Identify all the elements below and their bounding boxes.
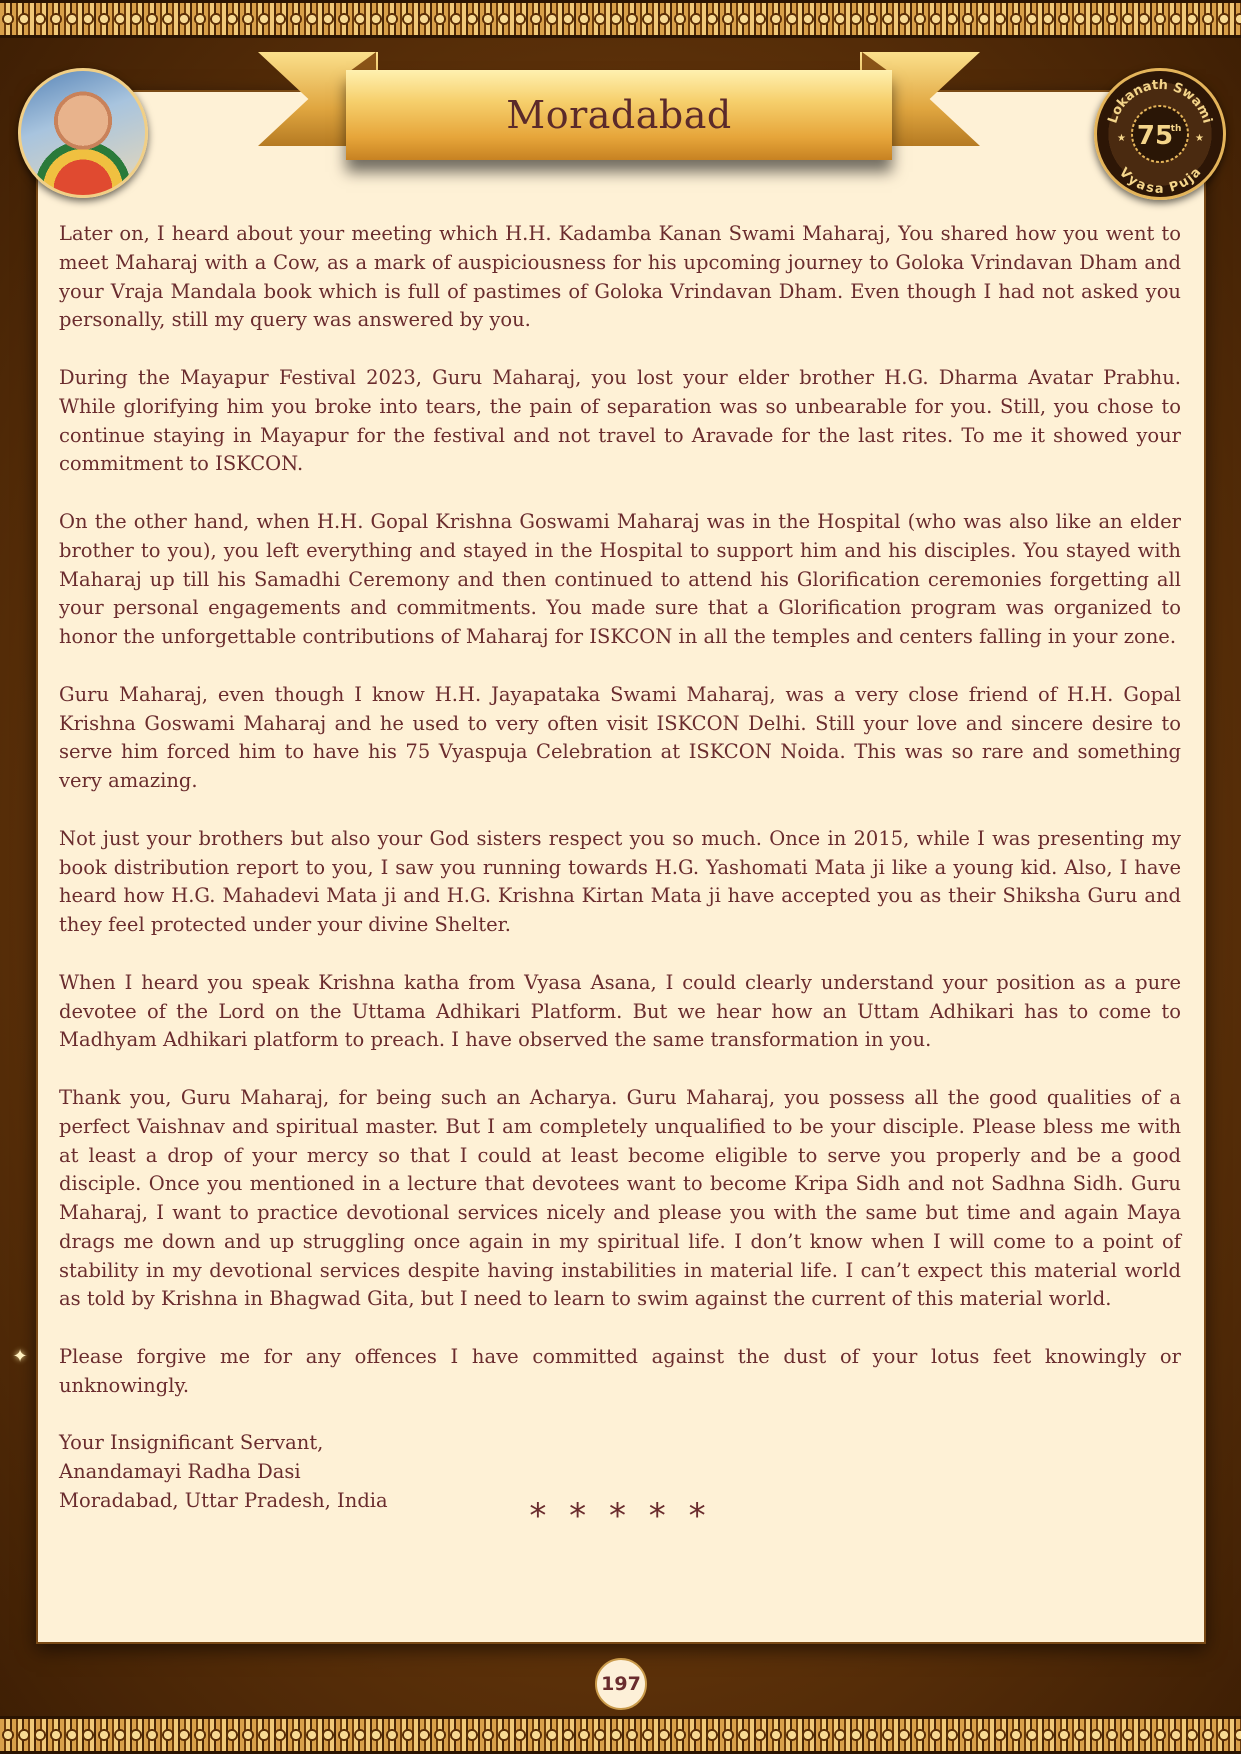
letter-body: [59, 220, 1181, 1516]
title-ribbon: [258, 50, 980, 170]
svg-text:★: ★: [1195, 133, 1204, 144]
paragraph: When I heard you speak Krishna katha from Vyasa Asana, I could clearly understand your position as a pure devotee of the Lord on the Uttama Adhikari Platform. But we hear how an Uttam Adhikari has to come to Madhyam Adhikari platform to preach. I have observed the same transformation in you.: [59, 970, 1181, 1052]
page-number: 197: [595, 1658, 647, 1710]
paragraph: Please forgive me for any offences I have committed against the dust of your lotus feet knowingly or unknowingly.: [59, 1345, 1181, 1397]
guru-portrait-image: [18, 68, 148, 198]
paragraph: Guru Maharaj, even though I know H.H. Jayapataka Swami Maharaj, was a very close friend of H.H. Gopal Krishna Goswami Maharaj and he used to very often visit ISKCON Delhi. Still your love and sincere desire to serve him forced him to have his 75 Vyaspuja Celebration at ISKCON Noida. This was so rare and something very amazing.: [59, 682, 1181, 793]
sparkle-icon: ✦: [12, 1346, 28, 1367]
badge-bottom-text: Vyasa Puja: [1115, 165, 1205, 197]
decorative-border-top: [0, 0, 1241, 38]
paragraph: Later on, I heard about your meeting which H.H. Kadamba Kanan Swami Maharaj, You shared how you went to meet Maharaj with a Cow, as a mark of auspiciousness for his upcoming journey to Goloka Vrindavan Dham and your Vraja Mandala book which is full of pastimes of Goloka Vrindavan Dham. Even though I had not asked you personally, still my query was answered by you.: [59, 222, 1181, 332]
badge-top-text: Lokanath Swami: [1105, 77, 1215, 126]
vyasa-puja-75-badge-logo: [1094, 68, 1226, 200]
ribbon-banner: [346, 70, 892, 160]
signoff-location: Moradabad, Uttar Pradesh, India: [59, 1489, 388, 1513]
paragraph: On the other hand, when H.H. Gopal Krishna Goswami Maharaj was in the Hospital (who was also like an elder brother to you), you left everything and stayed in the Hospital to support him and his disciples. You stayed with Maharaj up till his Samadhi Ceremony and then continued to attend his Glorification ceremonies forgetting all your personal engagements and commitments. You made sure that a Glorification program was organized to honor the unforgettable contributions of Maharaj for ISKCON in all the temples and centers falling in your zone.: [59, 509, 1181, 649]
paragraph: Thank you, Guru Maharaj, for being such an Acharya. Guru Maharaj, you possess all the good qualities of a perfect Vaishnav and spiritual master. But I am completely unqualified to be your disciple. Please bless me with at least a drop of your mercy so that I could at least become eligible to serve you properly and be a good disciple. Once you mentioned in a lecture that devotees want to become Kripa Sidh and not Sadhna Sidh. Guru Maharaj, I want to practice devotional services nicely and please you with the same but time and again Maya drags me down and up struggling once again in my spiritual life. I don’t know when I will come to a point of stability in my devotional services despite having instabilities in material life. I can’t expect this material world as told by Krishna in Bhagwad Gita, but I need to learn to swim against the current of this material world.: [59, 1085, 1181, 1311]
paragraph: During the Mayapur Festival 2023, Guru Maharaj, you lost your elder brother H.G. Dharma Avatar Prabhu. While glorifying him you broke into tears, the pain of separation was so unbearable for you. Still, you chose to continue staying in Mayapur for the festival and not travel to Aravade for the last rites. To me it showed your commitment to ISKCON.: [59, 365, 1181, 476]
decorative-border-bottom: [0, 1716, 1241, 1754]
signoff-closing: Your Insignificant Servant,: [59, 1431, 324, 1455]
signoff-name: Anandamayi Radha Dasi: [59, 1460, 301, 1484]
svg-text:★: ★: [1117, 133, 1126, 144]
svg-text:Vyasa Puja: [1116, 165, 1205, 197]
badge-number: 75: [1136, 121, 1174, 151]
page-title: Moradabad: [506, 93, 732, 137]
paragraph: Not just your brothers but also your God sisters respect you so much. Once in 2015, while I was presenting my book distribution report to you, I saw you running towards H.G. Yashomati Mata ji like a young kid. Also, I have heard how H.G. Mahadevi Mata ji and H.G. Krishna Kirtan Mata ji have accepted you as their Shiksha Guru and they feel protected under your divine Shelter.: [59, 826, 1181, 937]
section-separator: * * * * *: [529, 1496, 712, 1536]
badge-emblem-icon: [1097, 71, 1223, 197]
badge-number-suffix: th: [1170, 124, 1182, 134]
